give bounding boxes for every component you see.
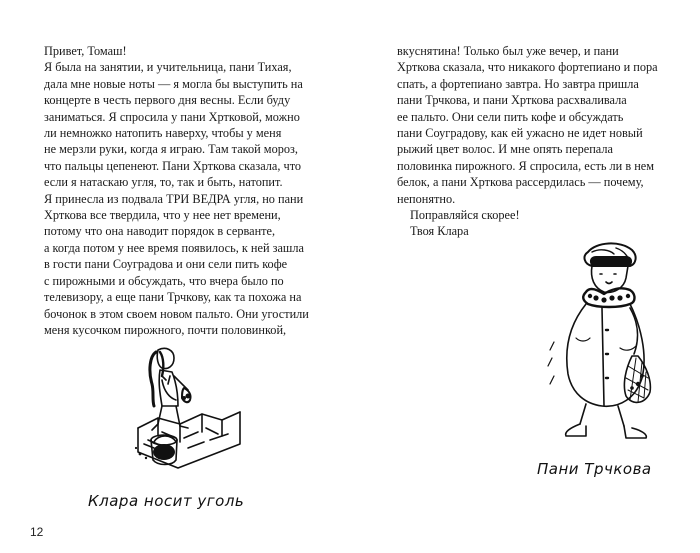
text-line: ли немножко натопить наверху, чтобы у меня <box>44 126 282 141</box>
text-line: непонятно. <box>397 191 456 206</box>
text-line-signature: Твоя Клара <box>410 224 469 239</box>
text-line: Хрткова сказала, что никакого фортепиано и пора <box>397 60 658 75</box>
letter-text-right <box>397 43 697 240</box>
text-line: вкуснятина! Только был уже вечер, и пани <box>397 44 619 58</box>
text-line: пани Трчкова, и пани Хрткова расхваливала <box>397 93 627 108</box>
text-line: концерте в честь первого дня весны. Если буду <box>44 93 291 108</box>
page-number: 12 <box>30 525 44 539</box>
text-line: половинка пирожного. Я спросила, есть ли в нем <box>397 158 655 173</box>
text-line-closing: Поправляйся скорее! <box>410 208 520 223</box>
illustration-caption-right: Пани Трчкова <box>537 460 652 478</box>
text-line: спать, а фортепиано завтра. Но завтра пришла <box>397 76 639 91</box>
text-line: телевизору, а еще пани Трчкову, как та похожа на <box>44 290 302 305</box>
letter-text-left <box>44 43 344 338</box>
text-line: бочонок в этом своем новом пальто. Они угостили <box>44 306 309 321</box>
text-line: меня кусочком пирожного, почти половинкой, <box>44 322 287 337</box>
text-line: белок, а пани Хрткова рассердилась — почему, <box>397 175 644 190</box>
text-line: если я натаскаю угля, то, так и быть, натопит. <box>44 175 283 190</box>
text-line: что пальцы цепенеют. Пани Хрткова сказала, что <box>44 158 302 173</box>
text-line: Привет, Томаш! <box>44 44 127 58</box>
text-line: рыжий цвет волос. И мне опять перепала <box>397 142 613 157</box>
text-line: Я была на занятии, и учительница, пани Тихая, <box>44 60 292 75</box>
text-line: дала мне новые ноты — я могла бы выступить на <box>44 76 303 91</box>
text-line: не мерзли руки, когда я играю. Там такой мороз, <box>44 142 298 157</box>
text-line: пани Соуградову, как ей ужасно не идет новый <box>397 126 643 141</box>
illustration-caption-left: Клара носит уголь <box>88 492 245 510</box>
klara-carrying-coal-illustration <box>118 340 243 475</box>
text-line: а когда потом у нее время появилось, к ней зашла <box>44 240 304 255</box>
text-line: заниматься. Я спросила у пани Хртковой, можно <box>44 109 300 124</box>
text-line: с пирожными и обсуждать, что вчера было по <box>44 273 284 288</box>
text-line: Хрткова все твердила, что у нее нет времени, <box>44 208 281 223</box>
text-line: Я принесла из подвала ТРИ ВЕДРА угля, но пани <box>44 191 304 206</box>
text-line: потому что она наводит порядок в серванте, <box>44 224 276 239</box>
text-line: ее пальто. Они сели пить кофе и обсуждать <box>397 109 624 124</box>
pani-trchkova-illustration <box>540 238 670 446</box>
text-line: в гости пани Соуградова и они сели пить кофе <box>44 257 288 272</box>
right-page <box>350 0 700 553</box>
